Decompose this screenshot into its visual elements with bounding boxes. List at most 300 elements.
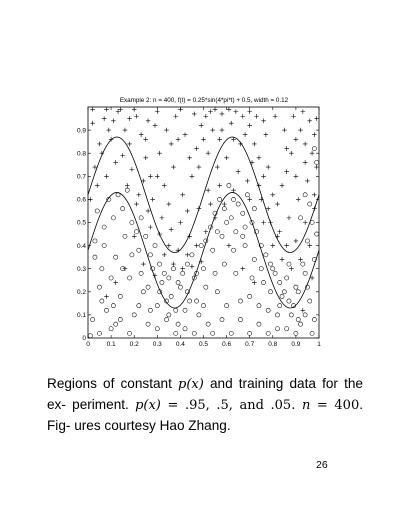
plus-point: [90, 121, 95, 126]
plus-point: [194, 243, 199, 248]
circle-point: [123, 234, 127, 238]
plus-point: [271, 192, 276, 197]
plus-point: [187, 156, 192, 161]
circle-point: [243, 244, 247, 248]
plus-point: [180, 192, 185, 197]
plus-point: [132, 107, 137, 112]
circle-point: [312, 317, 316, 321]
plus-point: [204, 229, 209, 234]
circle-point: [241, 234, 245, 238]
plus-point: [113, 160, 118, 165]
circle-point: [167, 276, 171, 280]
circle-point: [201, 267, 205, 271]
plus-point: [298, 257, 303, 262]
plus-point: [294, 239, 299, 244]
x-tick-label: 0.4: [175, 341, 185, 348]
plus-point: [296, 197, 301, 202]
circle-point: [211, 248, 215, 252]
plus-point: [190, 174, 195, 179]
x-tick-label: 0: [86, 341, 90, 348]
x-tick-label: 0.2: [129, 341, 139, 348]
plus-point: [106, 128, 111, 133]
plus-point: [169, 142, 174, 147]
plus-point: [289, 151, 294, 156]
plus-point: [127, 116, 132, 121]
circle-point: [93, 255, 97, 259]
plus-point: [312, 206, 317, 211]
plus-point: [208, 109, 213, 114]
plus-point: [197, 165, 202, 170]
plus-point: [236, 169, 241, 174]
plus-point: [289, 266, 294, 271]
circle-point: [294, 331, 298, 335]
plus-point: [275, 234, 280, 239]
circle-point: [213, 271, 217, 275]
circle-point: [144, 234, 148, 238]
circle-point: [174, 308, 178, 312]
plus-point: [183, 132, 188, 137]
circle-point: [130, 220, 134, 224]
circle-point: [287, 299, 291, 303]
x-tick-label: 0.3: [152, 341, 162, 348]
plus-point: [314, 116, 319, 121]
circle-point: [171, 267, 175, 271]
caption-math: n: [301, 398, 311, 413]
y-tick-label: 0.3: [76, 265, 86, 273]
plus-point: [231, 188, 236, 193]
plus-point: [171, 262, 176, 267]
plus-point: [280, 257, 285, 262]
plus-point: [294, 174, 299, 179]
circle-point: [266, 331, 270, 335]
plus-point: [113, 280, 118, 285]
circle-point: [155, 304, 159, 308]
circle-point: [197, 313, 201, 317]
circle-point: [204, 285, 208, 289]
circle-point: [130, 253, 134, 257]
circle-point: [231, 197, 235, 201]
plus-point: [224, 156, 229, 161]
circle-point: [303, 193, 307, 197]
plus-point: [240, 114, 245, 119]
plus-point: [127, 142, 132, 147]
circle-point: [183, 327, 187, 331]
x-tick-label: 0.1: [106, 341, 116, 348]
circle-point: [199, 244, 203, 248]
plus-point: [280, 183, 285, 188]
circle-point: [280, 294, 284, 298]
caption-text: . Fig-: [47, 397, 363, 433]
circle-point: [282, 290, 286, 294]
plus-point: [143, 137, 148, 142]
circle-point: [225, 220, 229, 224]
plus-point: [220, 128, 225, 133]
plus-point: [206, 151, 211, 156]
plus-point: [157, 232, 162, 237]
plus-point: [176, 137, 181, 142]
caption-math: p(x): [135, 398, 161, 413]
circle-point: [264, 253, 268, 257]
plus-point: [160, 216, 165, 221]
circle-point: [102, 244, 106, 248]
plus-point: [227, 243, 232, 248]
circle-point: [111, 304, 115, 308]
caption-text: Regions of constant: [47, 376, 179, 391]
plus-point: [210, 128, 215, 133]
plus-point: [104, 107, 109, 112]
plus-point: [178, 107, 183, 112]
plus-point: [155, 109, 160, 114]
plus-point: [185, 253, 190, 258]
circle-point: [261, 280, 265, 284]
plus-point: [148, 225, 153, 230]
circle-point: [252, 257, 256, 261]
plus-point: [284, 146, 289, 151]
circle-point: [93, 239, 97, 243]
plus-point: [192, 112, 197, 117]
circle-point: [220, 234, 224, 238]
boundary-curves: [88, 137, 319, 308]
plus-point: [312, 132, 317, 137]
y-tick-label: 0.9: [76, 127, 86, 135]
circle-point: [308, 299, 312, 303]
circle-point: [298, 322, 302, 326]
plus-point: [201, 137, 206, 142]
circle-point: [137, 248, 141, 252]
plus-point: [132, 234, 137, 239]
plus-point: [291, 114, 296, 119]
circle-point: [241, 211, 245, 215]
circle-point: [109, 276, 113, 280]
circle-point: [257, 304, 261, 308]
plus-point: [213, 107, 218, 112]
circle-point: [285, 327, 289, 331]
circle-point: [109, 327, 113, 331]
plus-point: [137, 192, 142, 197]
circle-point: [134, 230, 138, 234]
circle-point: [153, 244, 157, 248]
plus-point: [229, 121, 234, 126]
plus-point: [169, 227, 174, 232]
x-tick-label: 0.5: [198, 341, 209, 348]
plus-point: [266, 165, 271, 170]
circle-point: [118, 317, 122, 321]
plus-point: [240, 266, 245, 271]
plus-point: [104, 174, 109, 179]
plus-point: [111, 119, 116, 124]
circle-point: [234, 271, 238, 275]
plus-point: [273, 114, 278, 119]
circle-point: [95, 209, 99, 213]
circle-point: [178, 285, 182, 289]
caption-math: p(x): [178, 377, 204, 392]
plus-point: [180, 266, 185, 271]
plus-point: [190, 264, 195, 269]
x-tick-label: 0.8: [268, 341, 278, 348]
circle-point: [229, 331, 233, 335]
circle-point: [146, 322, 150, 326]
circle-point: [188, 299, 192, 303]
circle-point: [298, 216, 302, 220]
plus-point: [298, 128, 303, 133]
plus-point: [109, 137, 114, 142]
plus-point: [250, 160, 255, 165]
circle-point: [118, 294, 122, 298]
circle-point: [137, 304, 141, 308]
plus-point: [118, 107, 123, 112]
y-tick-label: 0.5: [76, 219, 86, 227]
circle-point: [132, 313, 136, 317]
circle-point: [160, 280, 164, 284]
circle-point: [236, 202, 240, 206]
circle-point: [215, 230, 219, 234]
plus-point: [310, 151, 315, 156]
circle-point: [176, 280, 180, 284]
circle-point: [102, 225, 106, 229]
plus-point: [162, 253, 167, 258]
plus-point: [153, 123, 158, 128]
y-tick-label: 0.2: [76, 289, 86, 296]
plus-point: [303, 220, 308, 225]
circle-point: [289, 313, 293, 317]
circle-point: [100, 299, 104, 303]
plus-point: [130, 167, 135, 172]
circle-point: [206, 322, 210, 326]
circle-point: [111, 216, 115, 220]
circle-point: [275, 327, 279, 331]
plus-point: [143, 156, 148, 161]
plus-point: [307, 119, 312, 124]
circle-point: [139, 216, 143, 220]
x-tick-label: 1: [317, 341, 321, 348]
plus-point: [268, 220, 273, 225]
circle-point: [158, 262, 162, 266]
circle-point: [285, 276, 289, 280]
plus-point: [282, 128, 287, 133]
plus-point: [284, 243, 289, 248]
plus-point: [102, 116, 107, 121]
plus-point: [303, 160, 308, 165]
plus-point: [208, 202, 213, 207]
circle-point: [296, 317, 300, 321]
plus-point: [294, 137, 299, 142]
plus-point: [243, 132, 248, 137]
circle-point: [310, 331, 314, 335]
plus-point: [164, 128, 169, 133]
x-tick-label: 0.7: [245, 341, 255, 348]
circle-point: [192, 331, 196, 335]
circle-point: [266, 308, 270, 312]
plus-point: [125, 183, 130, 188]
chart-title: Example 2: n = 400, f(t) = 0.25*sin(4*pi*t) + 0.5, width = 0.12: [119, 97, 289, 104]
plus-point: [261, 119, 266, 124]
plus-point: [167, 202, 172, 207]
circle-point: [273, 271, 277, 275]
caption-math: = 400: [310, 398, 360, 413]
plus-point: [90, 107, 95, 112]
circle-point: [227, 183, 231, 187]
plus-point: [146, 209, 151, 214]
circle-point: [257, 322, 261, 326]
circle-point: [100, 267, 104, 271]
page-number: 26: [316, 459, 328, 471]
plus-point: [314, 165, 319, 170]
x-tick-label: 0.6: [222, 341, 232, 348]
plus-point: [88, 197, 93, 202]
circle-point: [308, 202, 312, 206]
caption-text: ures courtesy Hao Zhang.: [74, 418, 231, 433]
circle-point: [231, 248, 235, 252]
plus-point: [307, 243, 312, 248]
circle-point: [268, 290, 272, 294]
circle-point: [125, 188, 129, 192]
circle-point: [296, 290, 300, 294]
plus-point: [215, 165, 220, 170]
circle-point: [176, 322, 180, 326]
circle-point: [183, 308, 187, 312]
plus-point: [197, 206, 202, 211]
plus-point: [171, 165, 176, 170]
plus-point: [173, 114, 178, 119]
plus-point: [301, 308, 306, 313]
plus-point: [194, 146, 199, 151]
plus-point: [148, 174, 153, 179]
circle-point: [181, 271, 185, 275]
plus-point: [257, 156, 262, 161]
circle-point: [141, 290, 145, 294]
plus-point: [150, 197, 155, 202]
circle-point: [194, 299, 198, 303]
plus-point: [134, 202, 139, 207]
plus-point: [155, 174, 160, 179]
circle-point: [127, 331, 131, 335]
plus-point: [139, 132, 144, 137]
plus-point: [162, 183, 167, 188]
plus-point: [157, 151, 162, 156]
plus-point: [305, 179, 310, 184]
x-tick-label: 0.9: [291, 341, 301, 348]
circle-point: [114, 322, 118, 326]
plus-point: [301, 109, 306, 114]
circle-point: [114, 255, 118, 259]
caption-math: = .95, .5, and .05.: [160, 398, 302, 413]
circle-point: [162, 271, 166, 275]
plus-point: [252, 280, 257, 285]
plus-point: [261, 220, 266, 225]
plus-point: [271, 243, 276, 248]
circle-point: [146, 285, 150, 289]
circle-point: [127, 276, 131, 280]
circle-point: [250, 276, 254, 280]
plus-point: [217, 137, 222, 142]
plus-point: [204, 114, 209, 119]
circle-point: [155, 327, 159, 331]
circle-point: [278, 280, 282, 284]
circle-point: [148, 308, 152, 312]
circle-point: [303, 313, 307, 317]
circle-point: [305, 239, 309, 243]
circle-point: [167, 313, 171, 317]
circle-point: [312, 146, 316, 150]
circle-point: [91, 317, 95, 321]
y-tick-label: 0.8: [76, 150, 86, 158]
plus-point: [146, 119, 151, 124]
plus-point: [277, 229, 282, 234]
plus-point: [264, 132, 269, 137]
circle-point: [238, 299, 242, 303]
plus-point: [141, 262, 146, 267]
circle-point: [315, 232, 319, 236]
plus-point: [206, 188, 211, 193]
caption-text: periment.: [72, 397, 136, 412]
circle-point: [222, 262, 226, 266]
circle-point: [116, 193, 120, 197]
circle-point: [310, 220, 314, 224]
plus-point: [116, 109, 121, 114]
circle-point: [220, 317, 224, 321]
circle-point: [121, 207, 125, 211]
plus-point: [284, 169, 289, 174]
plus-point: [185, 209, 190, 214]
plus-point: [275, 202, 280, 207]
circle-point: [271, 267, 275, 271]
plus-point: [217, 183, 222, 188]
axis-ticks: [77, 107, 321, 348]
plus-point: [287, 216, 292, 221]
plus-point: [199, 123, 204, 128]
plus-point: [134, 114, 139, 119]
plus-point: [261, 174, 266, 179]
circle-point: [234, 230, 238, 234]
plus-point: [97, 142, 102, 147]
circle-point: [201, 304, 205, 308]
circle-point: [151, 267, 155, 271]
plus-point: [247, 123, 252, 128]
circle-point: [275, 313, 279, 317]
circle-point: [174, 331, 178, 335]
circle-point: [315, 160, 319, 164]
circle-point: [238, 317, 242, 321]
circle-point: [104, 308, 108, 312]
plus-point: [247, 197, 252, 202]
circle-point: [245, 193, 249, 197]
plus-point: [123, 128, 128, 133]
y-tick-label: 0.6: [76, 196, 86, 204]
circle-point: [139, 271, 143, 275]
plus-point: [222, 202, 227, 207]
y-tick-label: 0.7: [76, 173, 86, 181]
circle-point: [229, 216, 233, 220]
circle-point: [248, 294, 252, 298]
circle-point: [185, 262, 189, 266]
plus-point: [312, 192, 317, 197]
plus-point: [95, 183, 100, 188]
circle-point: [294, 285, 298, 289]
circle-point: [268, 262, 272, 266]
data-points: [88, 107, 319, 338]
circle-point: [190, 253, 194, 257]
circle-point: [97, 331, 101, 335]
circle-point: [248, 331, 252, 335]
circle-point: [259, 267, 263, 271]
circle-point: [218, 197, 222, 201]
plus-point: [167, 243, 172, 248]
circle-point: [243, 225, 247, 229]
plus-point: [178, 220, 183, 225]
plus-point: [227, 107, 232, 112]
plus-point: [234, 109, 239, 114]
circle-point: [88, 334, 92, 338]
